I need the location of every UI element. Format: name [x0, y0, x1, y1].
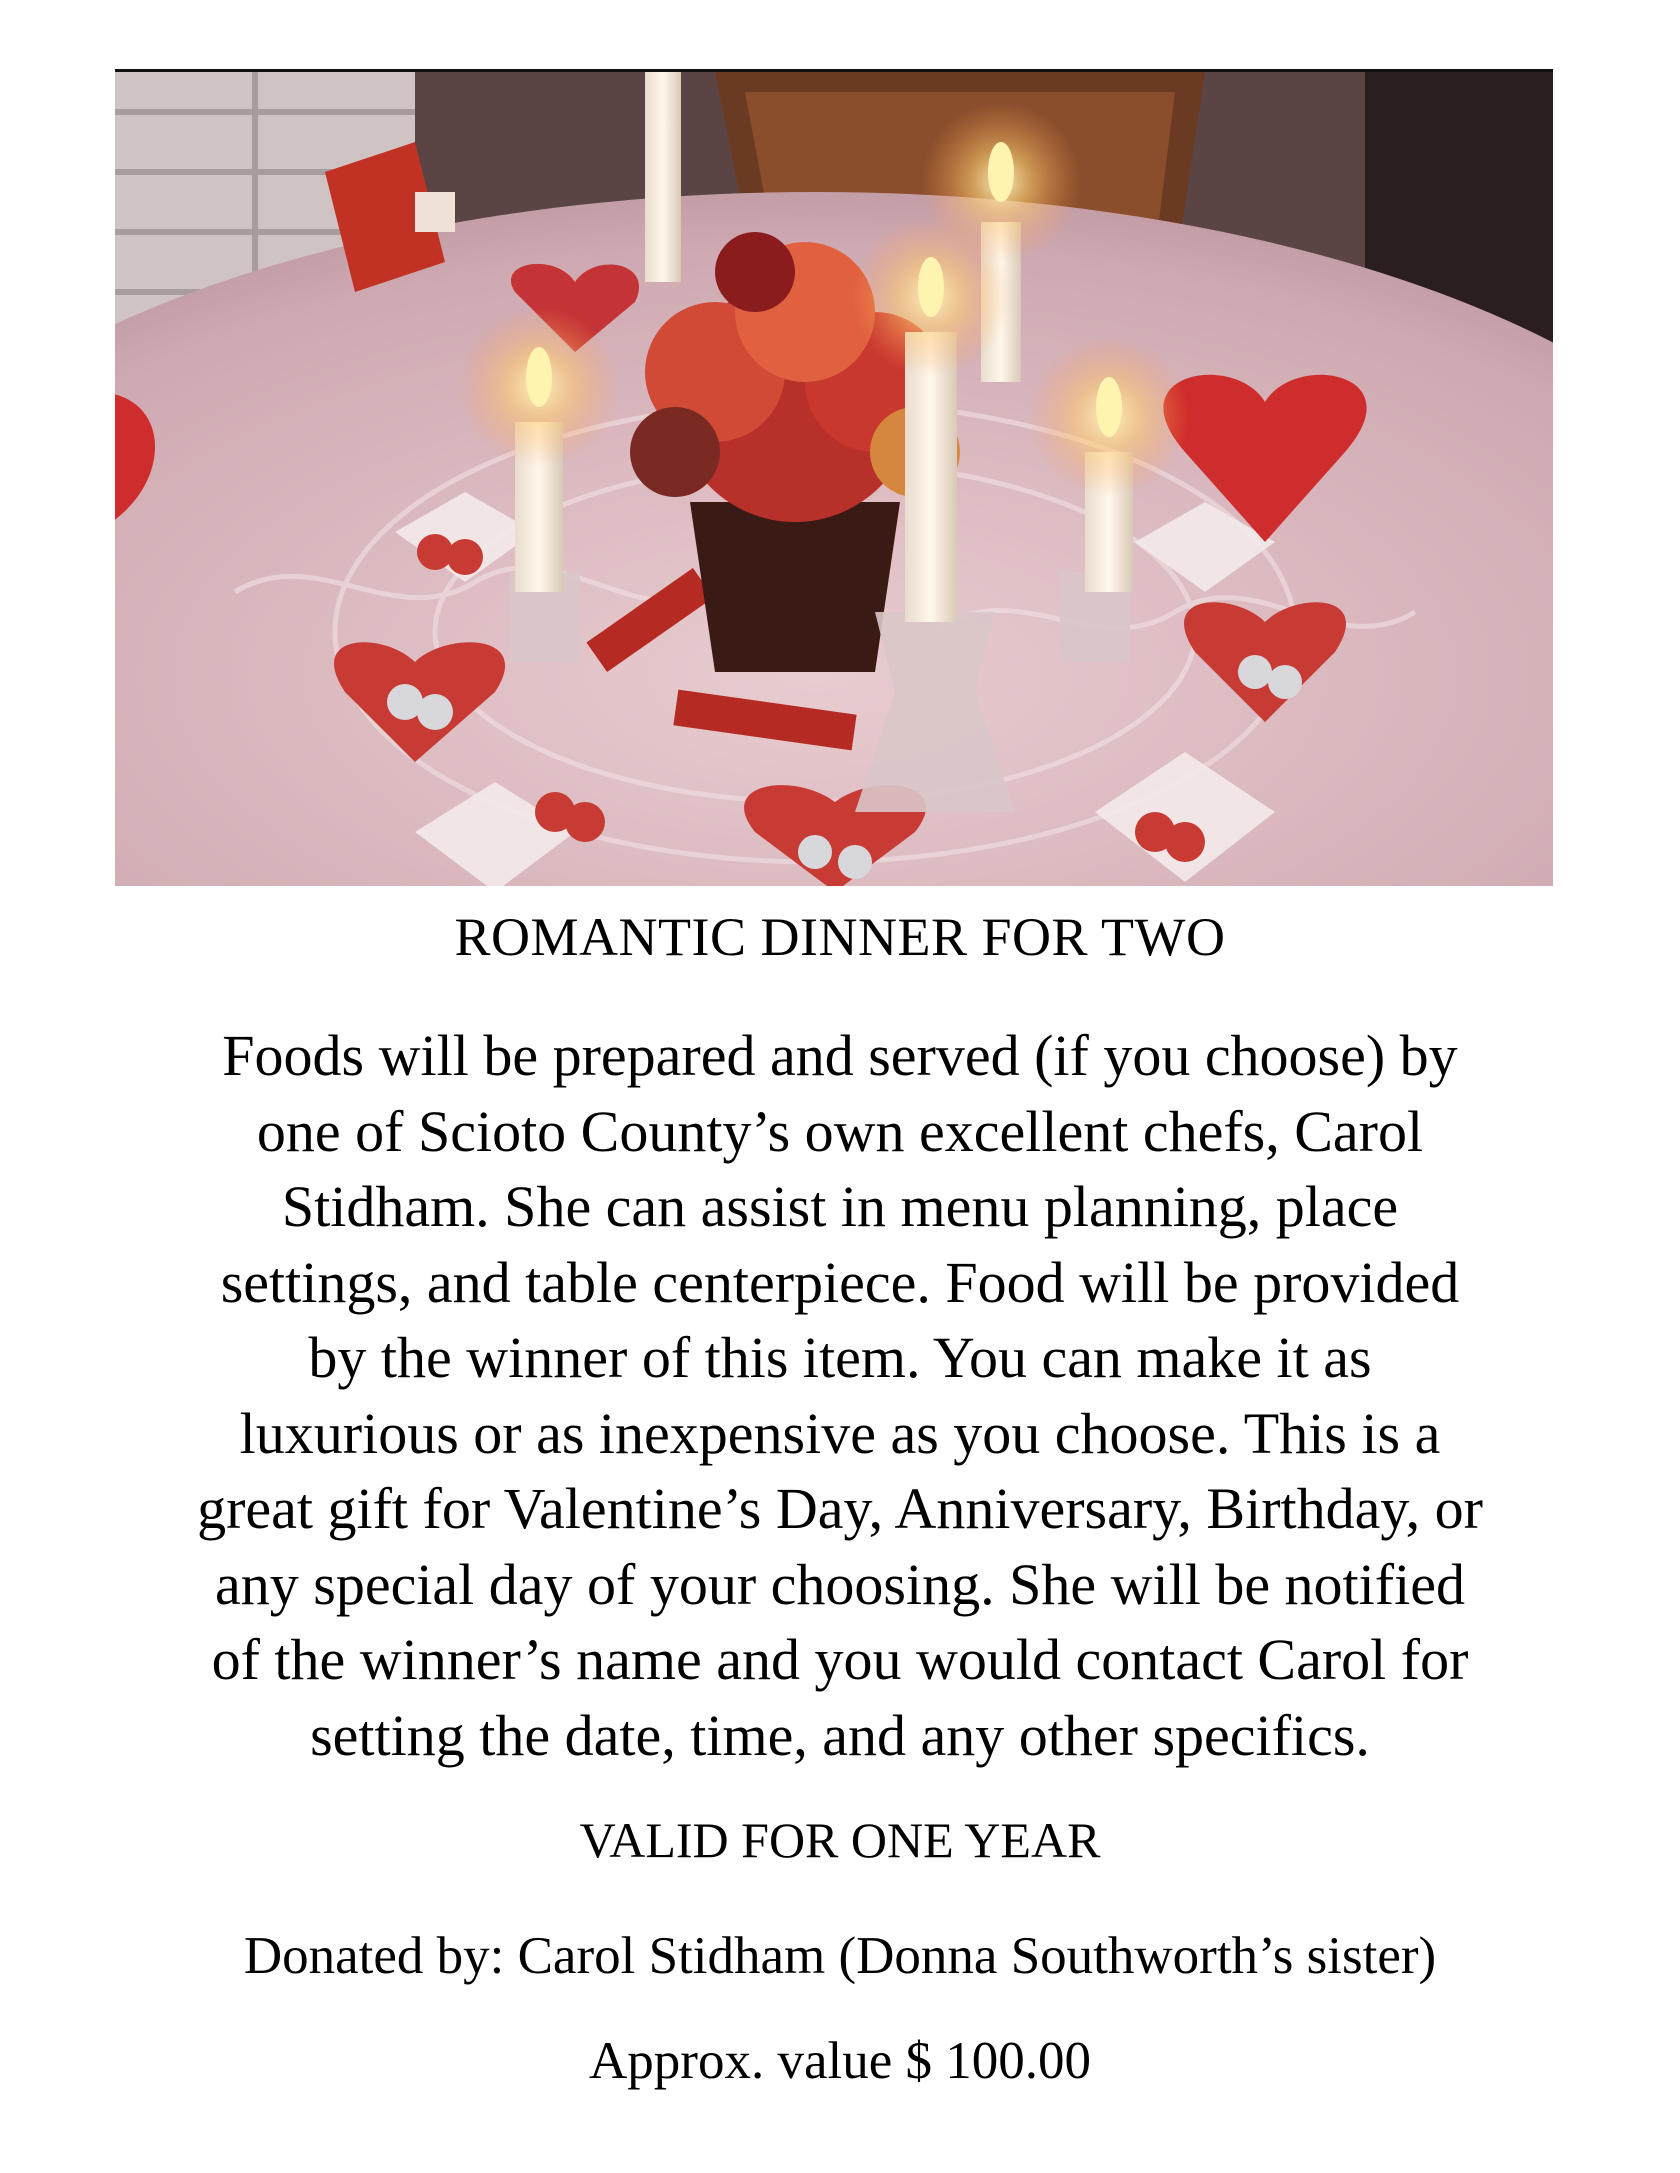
description-line: setting the date, time, and any other specifics.	[310, 1702, 1370, 1768]
flyer-title: ROMANTIC DINNER FOR TWO	[454, 907, 1226, 967]
description-line: Foods will be prepared and served (if you choose) by	[222, 1023, 1458, 1088]
description-line: luxurious or as inexpensive as you choose. This is a	[239, 1400, 1441, 1466]
validity-note: VALID FOR ONE YEAR	[579, 1812, 1101, 1868]
description-line: one of Scioto County’s own excellent chefs, Carol	[256, 1098, 1424, 1164]
dinner-table-illustration	[115, 72, 1553, 886]
description-line: settings, and table centerpiece. Food will be provided	[220, 1249, 1460, 1315]
description-line: any special day of your choosing. She will be notified	[215, 1551, 1465, 1617]
approx-value: Approx. value $ 100.00	[589, 2032, 1091, 2090]
description-line: great gift for Valentine’s Day, Anniversary, Birthday, or	[197, 1476, 1483, 1541]
description-line: Stidham. She can assist in menu planning, place	[281, 1174, 1399, 1239]
dinner-table-photo	[115, 69, 1553, 886]
description-paragraph	[0, 1018, 1680, 1773]
description-line: by the winner of this item. You can make it as	[308, 1325, 1372, 1390]
donor-credit: Donated by: Carol Stidham (Donna Southworth’s sister)	[243, 1927, 1437, 1985]
description-line: of the winner’s name and you would contact Carol for	[211, 1627, 1469, 1692]
